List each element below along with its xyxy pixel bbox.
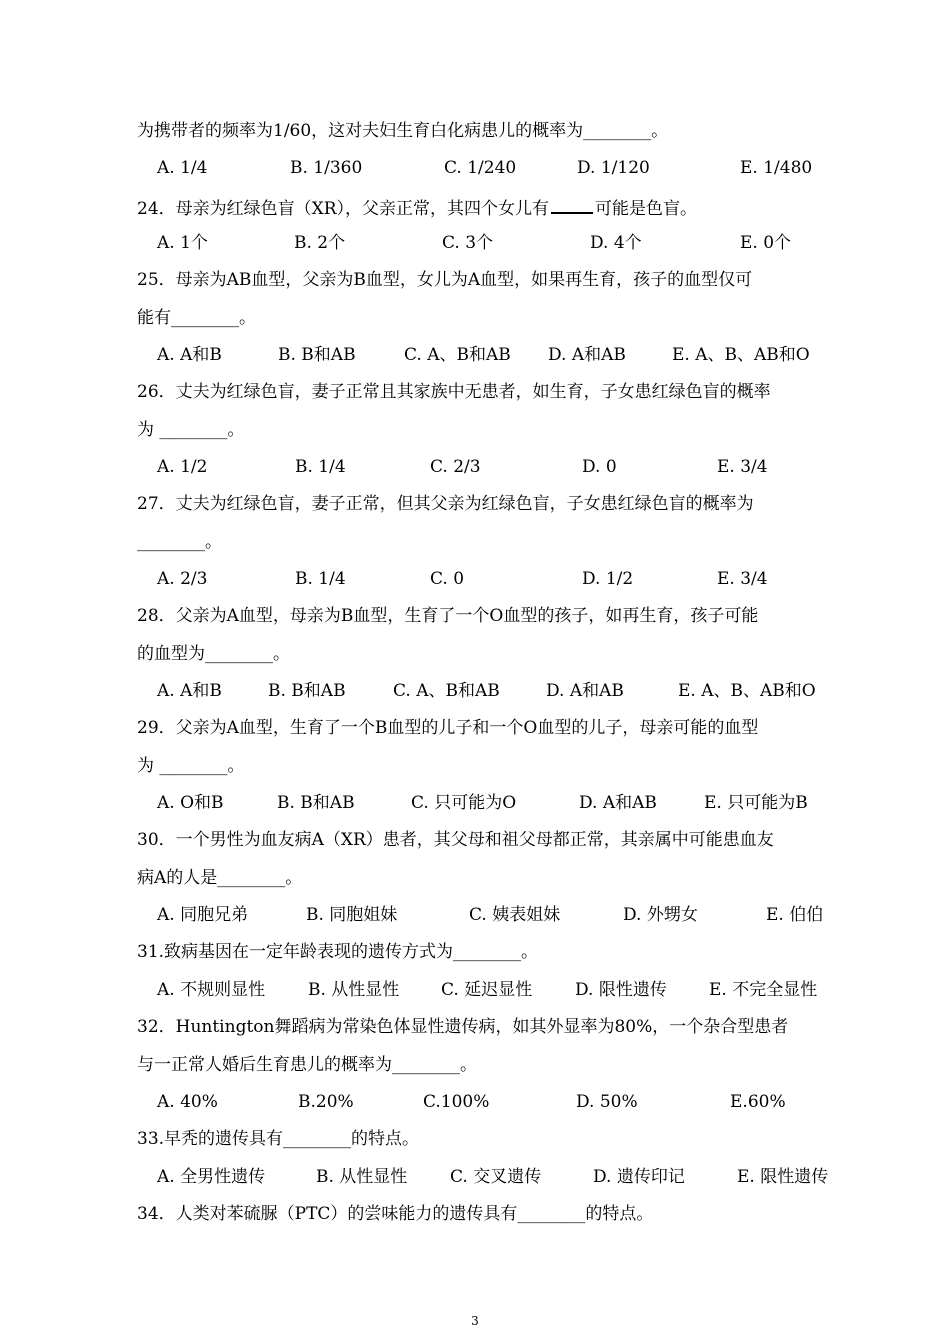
option-e: E. A、B、AB和O (672, 345, 810, 365)
q24-stem-end: 可能是色盲。 (595, 199, 698, 219)
option-c: C. 3个 (442, 233, 494, 253)
option-a: A. O和B (157, 793, 224, 813)
option-c: C. 姨表姐妹 (469, 905, 561, 925)
q28-options (157, 681, 847, 701)
q29-stem-continued: 为 ________。 (137, 756, 245, 776)
q31-options (157, 980, 847, 1000)
option-e: E.60% (730, 1092, 786, 1112)
option-a: A. A和B (157, 345, 222, 365)
option-e: E. 0个 (740, 233, 792, 253)
option-b: B.20% (298, 1092, 354, 1112)
option-a: A. 1个 (157, 233, 208, 253)
option-b: B. 同胞姐妹 (306, 905, 398, 925)
q27-stem: 27．丈夫为红绿色盲，妻子正常，但其父亲为红绿色盲，子女患红绿色盲的概率为 (137, 494, 754, 514)
option-a: A. 不规则显性 (157, 980, 266, 1000)
option-d: D. 外甥女 (623, 905, 698, 925)
q27-stem-continued: ________。 (137, 532, 222, 552)
q23-stem-continued: 为携带者的频率为1/60，这对夫妇生育白化病患儿的概率为________。 (137, 121, 669, 141)
q28-stem-continued: 的血型为________。 (137, 644, 290, 664)
option-d: D. 0 (582, 457, 617, 477)
option-c: C. 交叉遗传 (450, 1167, 542, 1187)
q29-options (157, 793, 847, 813)
q27-options (157, 569, 847, 589)
option-e: E. 限性遗传 (737, 1167, 829, 1187)
option-a: A. A和B (157, 681, 222, 701)
option-b: B. 1/4 (295, 569, 346, 589)
option-a: A. 40% (157, 1092, 218, 1112)
q33-stem: 33.早秃的遗传具有________的特点。 (137, 1129, 420, 1149)
q28-stem: 28．父亲为A血型，母亲为B血型，生育了一个O血型的孩子，如再生育，孩子可能 (137, 606, 759, 626)
q34-stem: 34．人类对苯硫脲（PTC）的尝味能力的遗传具有________的特点。 (137, 1204, 654, 1224)
q30-stem: 30．一个男性为血友病A（XR）患者，其父母和祖父母都正常，其亲属中可能患血友 (137, 830, 774, 850)
option-d: D. 限性遗传 (575, 980, 667, 1000)
option-e: E. 3/4 (717, 569, 768, 589)
q30-options (157, 905, 847, 925)
q32-stem: 32．Huntington舞蹈病为常染色体显性遗传病，如其外显率为80%，一个杂合型患者 (137, 1017, 789, 1037)
option-b: B. B和AB (277, 793, 355, 813)
page-number: 3 (471, 1314, 479, 1328)
option-c: C. A、B和AB (393, 681, 500, 701)
option-c: C. 延迟显性 (441, 980, 533, 1000)
q26-stem: 26．丈夫为红绿色盲，妻子正常且其家族中无患者，如生育，子女患红绿色盲的概率 (137, 382, 771, 402)
option-b: B. 从性显性 (316, 1167, 408, 1187)
option-d: D. 1/2 (582, 569, 634, 589)
q25-stem-continued: 能有________。 (137, 308, 256, 328)
option-c: C. 1/240 (444, 158, 517, 178)
q32-options (157, 1092, 847, 1112)
option-d: D. 遗传印记 (593, 1167, 685, 1187)
q25-options (157, 345, 847, 365)
option-c: C. 2/3 (430, 457, 481, 477)
option-e: E. 3/4 (717, 457, 768, 477)
option-e: E. 1/480 (740, 158, 813, 178)
q31-stem: 31.致病基因在一定年龄表现的遗传方式为________。 (137, 942, 539, 962)
q24-options (157, 233, 847, 253)
q26-stem-continued: 为 ________。 (137, 420, 245, 440)
option-c: C. 0 (430, 569, 465, 589)
option-d: D. A和AB (546, 681, 624, 701)
option-b: B. 1/360 (290, 158, 363, 178)
q26-options (157, 457, 847, 477)
option-b: B. 从性显性 (308, 980, 400, 1000)
q25-stem: 25．母亲为AB血型，父亲为B血型，女儿为A血型，如果再生育，孩子的血型仅可 (137, 270, 753, 290)
option-c: C.100% (423, 1092, 490, 1112)
option-c: C. 只可能为O (411, 793, 517, 813)
option-a: A. 2/3 (157, 569, 208, 589)
option-d: D. 1/120 (577, 158, 650, 178)
option-b: B. 2个 (294, 233, 346, 253)
q24-stem (137, 196, 697, 219)
option-c: C. A、B和AB (404, 345, 511, 365)
q32-stem-continued: 与一正常人婚后生育患儿的概率为________。 (137, 1055, 477, 1075)
option-d: D. A和AB (548, 345, 626, 365)
option-b: B. 1/4 (295, 457, 346, 477)
q30-stem-continued: 病A的人是________。 (137, 868, 303, 888)
option-d: D. A和AB (579, 793, 657, 813)
answer-blank (551, 196, 593, 214)
option-b: B. B和AB (268, 681, 346, 701)
option-e: E. 伯伯 (766, 905, 824, 925)
option-d: D. 4个 (590, 233, 642, 253)
q29-stem: 29．父亲为A血型，生育了一个B血型的儿子和一个O血型的儿子，母亲可能的血型 (137, 718, 759, 738)
option-e: E. A、B、AB和O (678, 681, 816, 701)
option-a: A. 同胞兄弟 (157, 905, 249, 925)
q23-options (157, 158, 847, 178)
q33-options (157, 1167, 847, 1187)
option-a: A. 1/2 (157, 457, 208, 477)
q24-stem-start: 24．母亲为红绿色盲（XR），父亲正常，其四个女儿有 (137, 199, 550, 219)
option-e: E. 不完全显性 (709, 980, 818, 1000)
option-b: B. B和AB (278, 345, 356, 365)
option-e: E. 只可能为B (704, 793, 808, 813)
option-a: A. 1/4 (157, 158, 208, 178)
option-a: A. 全男性遗传 (157, 1167, 266, 1187)
option-d: D. 50% (576, 1092, 638, 1112)
